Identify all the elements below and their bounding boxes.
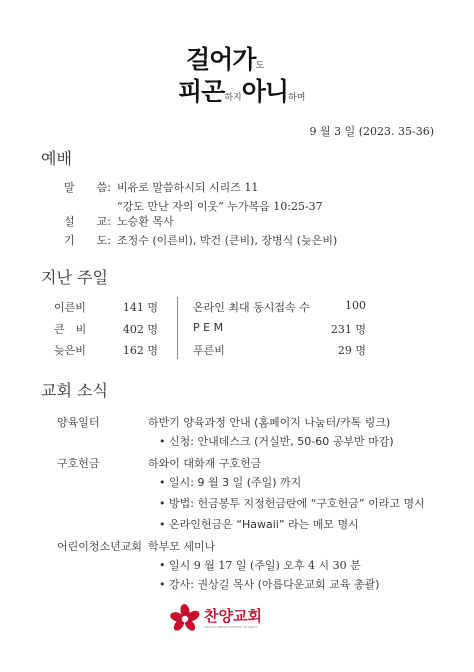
attendance-value-main: 402 명: [122, 323, 158, 336]
header-line-1-main: 걸어가: [186, 45, 256, 74]
worship-value-sermon-title: “강도 만난 자의 이웃” 누가복음 10:25-37: [117, 200, 323, 213]
section-title-worship: 예배: [41, 149, 72, 168]
worship-value-preacher: 노승환 목사: [117, 215, 174, 228]
header-title: [178, 40, 305, 108]
worship-value-prayer: 조정수 (이른비), 박건 (큰비), 장병식 (늦은비): [117, 234, 338, 247]
news-bullet-text: 신청: 안내데스크 (거실반, 50-60 공부반 마감): [169, 435, 394, 448]
news-bullet: • 신청: 안내데스크 (거실반, 50-60 공부반 마감): [159, 435, 394, 448]
attendance-value-online: 100: [345, 299, 366, 312]
section-title-last-week: 지난 주일: [41, 268, 108, 287]
news-headline-nurture: 하반기 양육과정 안내 (홈페이지 나눔터/카톡 링크): [148, 416, 391, 429]
header-line-2-main-a: 피곤: [178, 77, 225, 106]
worship-label-sermon: 말 씀:: [64, 181, 111, 194]
news-bullet-text: 방법: 헌금봉투 지정헌금란에 “구호헌금” 이라고 명시: [169, 497, 425, 510]
worship-label-preacher: 설 교:: [64, 215, 111, 228]
section-title-news: 교회 소식: [41, 381, 108, 400]
attendance-label-main: 큰 비: [54, 323, 87, 336]
header-line-2-main-b: 아니: [241, 77, 289, 106]
attendance-value-pem: 231 명: [330, 323, 366, 336]
red-flower-icon: [168, 603, 202, 637]
attendance-value-late: 162 명: [122, 344, 158, 357]
news-bullet: • 방법: 헌금봉투 지정헌금란에 “구호헌금” 이라고 명시: [159, 497, 425, 510]
news-bullet-text: 강사: 권상길 목사 (아름다운교회 교육 총괄): [169, 578, 380, 591]
news-category-relief: 구호헌금: [57, 457, 100, 470]
header-line-2-suffix-a: 하지: [224, 93, 242, 103]
news-category-youth: 어린이청소년교회: [57, 540, 143, 553]
header-line-1: [186, 40, 313, 76]
news-category-nurture: 양육일터: [57, 416, 100, 429]
attendance-value-blue: 29 명: [337, 344, 366, 357]
news-bullet-text: 온라인헌금은 “Hawaii” 라는 메모 명시: [169, 518, 359, 531]
service-date: 9 월 3 일 (2023. 35-36): [309, 125, 434, 138]
attendance-label-online: 온라인 최대 동시접속 수: [193, 301, 310, 314]
news-bullet-text: 일시: 9 월 3 일 (주일) 까지: [169, 476, 302, 489]
news-bullet: • 온라인헌금은 “Hawaii” 라는 메모 명시: [159, 518, 359, 531]
attendance-label-late: 늦은비: [54, 344, 86, 357]
news-bullet-text: 일시 9 월 17 일 (주일) 오후 4 시 30 분: [169, 559, 361, 572]
news-bullet: • 일시: 9 월 3 일 (주일) 까지: [159, 476, 302, 489]
header-line-2-suffix-b: 하며: [288, 93, 306, 103]
worship-label-prayer: 기 도:: [64, 234, 111, 247]
worship-value-sermon: 비유로 말씀하시되 시리즈 11: [117, 181, 259, 194]
attendance-label-blue: 푸른비: [193, 344, 225, 357]
attendance-label-early: 이른비: [54, 301, 86, 314]
attendance-divider: [177, 297, 178, 359]
header-line-1-suffix: 도: [255, 61, 265, 71]
attendance-label-pem: P E M: [193, 321, 224, 334]
news-headline-relief: 하와이 대화재 구호헌금: [148, 457, 262, 470]
news-bullet: • 일시 9 월 17 일 (주일) 오후 4 시 30 분: [159, 559, 361, 572]
church-subtitle: PRAISE PRESBYTERIAN CHURCH: [204, 625, 257, 629]
attendance-value-early: 141 명: [122, 301, 158, 314]
header-line-2: [178, 72, 305, 108]
news-bullet: • 강사: 권상길 목사 (아름다운교회 교육 총괄): [159, 578, 380, 591]
news-headline-youth: 학부모 세미나: [148, 540, 216, 553]
church-name: 찬양교회: [204, 607, 262, 625]
